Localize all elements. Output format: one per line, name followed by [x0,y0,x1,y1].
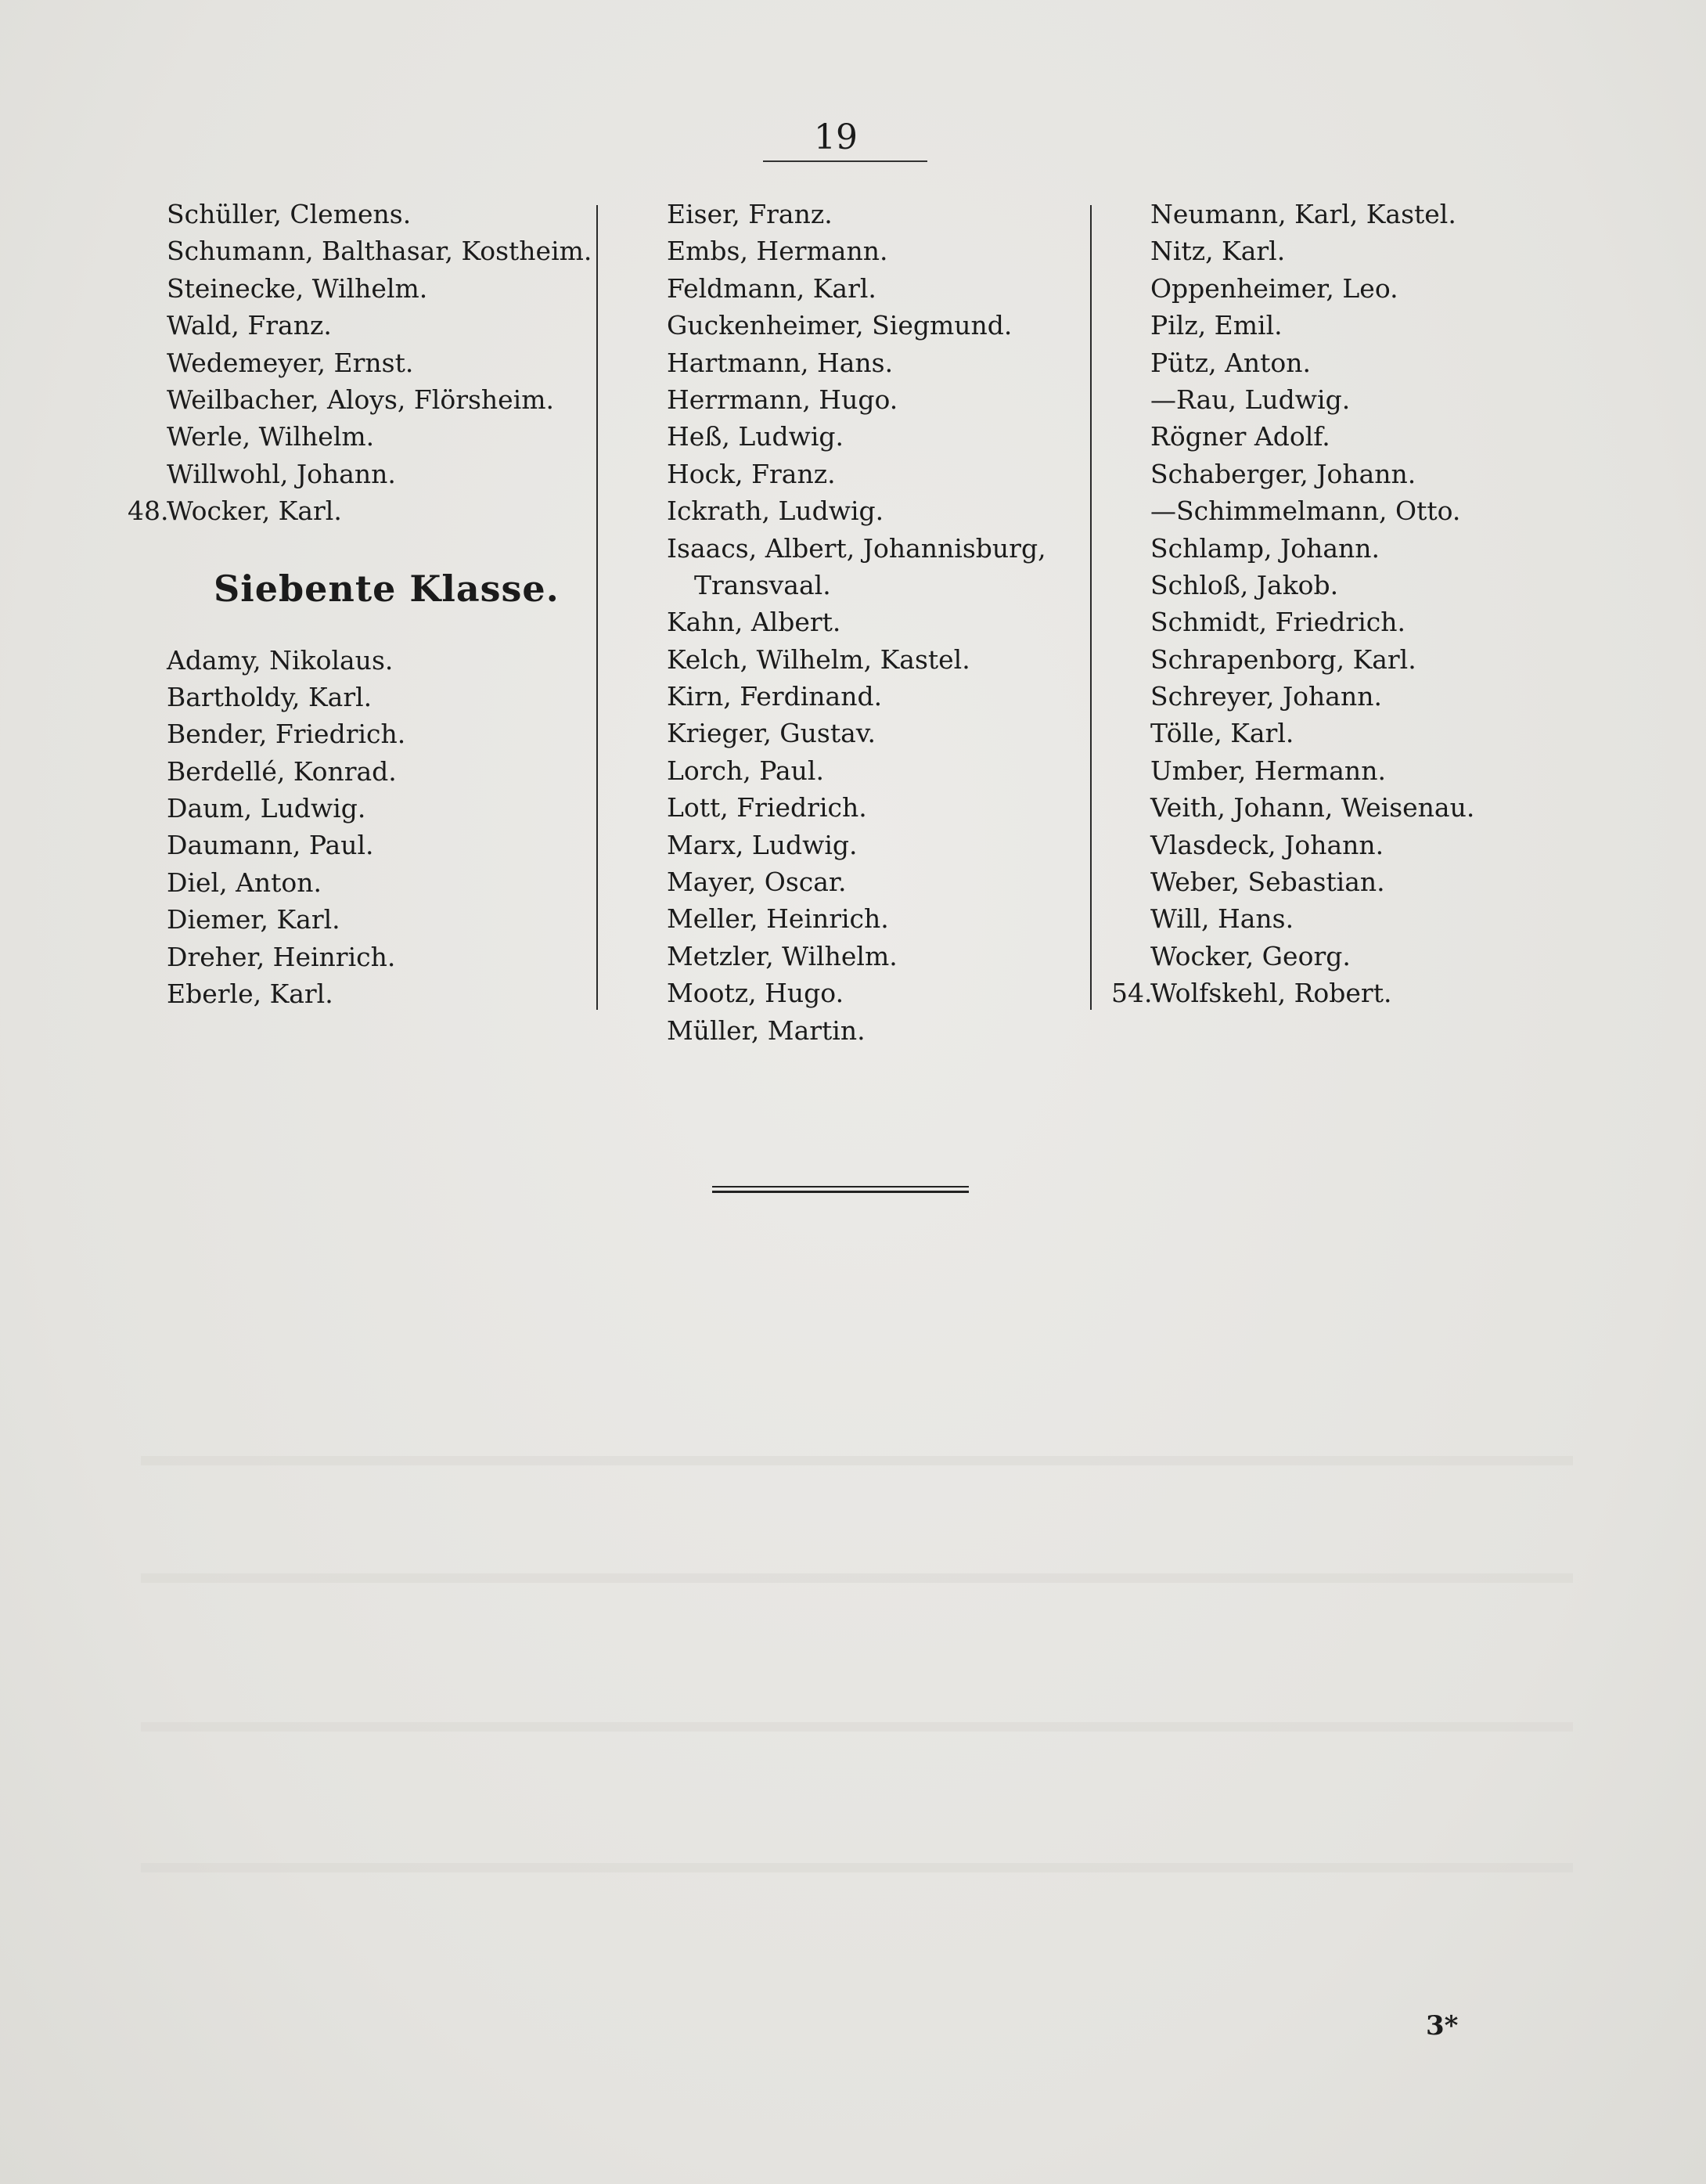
rule-line-thick [712,1191,969,1193]
bleed-through-line [141,1456,1573,1465]
list-item: Schaberger, Johann. [1150,458,1416,489]
list-item: Umber, Hermann. [1150,755,1386,786]
list-item: Rögner Adolf. [1150,421,1330,452]
list-item: Schmidt, Friedrich. [1150,607,1405,638]
count-number: 54. [1111,978,1153,1009]
bleed-through-line [141,1863,1573,1872]
list-item: Wald, Franz. [167,310,332,341]
list-item: —Schimmelmann, Otto. [1150,496,1461,527]
column-divider [1090,205,1092,1010]
list-item: Müller, Martin. [667,1015,866,1046]
list-item: Berdellé, Konrad. [167,755,397,787]
list-item: Daum, Ludwig. [167,793,366,824]
bleed-through-line [141,1573,1573,1583]
list-item: Bender, Friedrich. [167,719,406,750]
list-item: Isaacs, Albert, Johannisburg, [667,532,1046,564]
list-item [1111,975,1612,1011]
list-item: Weilbacher, Aloys, Flörsheim. [167,384,555,415]
list-item: Lott, Friedrich. [667,792,867,824]
column-1 [128,196,592,1012]
list-item: Mayer, Oscar. [667,867,847,898]
list-item: Neumann, Karl, Kastel. [1150,199,1456,229]
section-end-rule [712,1186,969,1193]
page-number-rule [763,160,927,162]
list-item: Kirn, Ferdinand. [667,681,883,712]
list-item: Steinecke, Wilhelm. [167,272,428,304]
name-list [128,196,592,530]
list-item: Hock, Franz. [667,458,836,489]
list-item: Tölle, Karl. [1150,718,1294,749]
list-item: —Rau, Ludwig. [1150,384,1351,415]
list-item: Will, Hans. [1150,903,1294,935]
column-3 [1111,196,1612,1012]
list-item-text: Wolfskehl, Robert. [1150,978,1392,1009]
list-item: Wocker, Georg. [1150,940,1351,971]
list-item: Diel, Anton. [167,867,322,898]
name-list [1111,196,1612,1012]
column-2 [667,196,1089,1049]
list-item: Schüller, Clemens. [167,199,412,229]
list-item: Lorch, Paul. [667,755,824,786]
list-item: Schrapenborg, Karl. [1150,643,1416,675]
list-item: Pilz, Emil. [1150,310,1283,341]
list-item: Guckenheimer, Siegmund. [667,310,1013,341]
list-item: Oppenheimer, Leo. [1150,272,1398,304]
list-item: Krieger, Gustav. [667,718,876,749]
list-item: Kahn, Albert. [667,607,841,638]
list-item: Mootz, Hugo. [667,978,844,1009]
rule-line-thin [712,1186,969,1188]
list-item: Ickrath, Ludwig. [667,496,884,527]
list-item: Marx, Ludwig. [667,829,858,860]
list-item: Herrmann, Hugo. [667,384,898,415]
list-item: Feldmann, Karl. [667,272,876,304]
list-item: Schloß, Jakob. [1150,569,1339,600]
name-list [167,642,589,1013]
list-item: Eiser, Franz. [667,199,833,229]
list-item-continuation: Transvaal. [694,569,831,600]
count-number: 48. [128,496,169,527]
list-item: Schlamp, Johann. [1150,532,1380,564]
list-item: Pütz, Anton. [1150,347,1312,378]
list-item: Bartholdy, Karl. [167,681,373,712]
list-item: Dreher, Heinrich. [167,941,396,972]
list-item: Nitz, Karl. [1150,236,1286,267]
page-number: 19 [814,117,858,157]
name-list [667,196,1089,1049]
bleed-through-line [141,1722,1573,1732]
list-item: Eberle, Karl. [167,978,333,1010]
list-item: Heß, Ludwig. [667,421,844,452]
list-item: Meller, Heinrich. [667,903,889,935]
signature-mark: 3* [1426,2010,1459,2042]
list-item: Schumann, Balthasar, Kostheim. [167,236,592,267]
list-item: Veith, Johann, Weisenau. [1150,792,1475,824]
column-divider [596,205,598,1010]
list-item: Embs, Hermann. [667,236,888,267]
list-item: Adamy, Nikolaus. [167,644,394,676]
list-item: Wedemeyer, Ernst. [167,347,414,378]
list-item: Vlasdeck, Johann. [1150,829,1384,860]
list-item: Hartmann, Hans. [667,347,894,378]
list-item: Schreyer, Johann. [1150,681,1382,712]
list-item [128,492,589,529]
list-item: Weber, Sebastian. [1150,867,1385,898]
section-heading: Siebente Klasse. [214,567,560,610]
list-item: Daumann, Paul. [167,830,374,861]
list-item-text: Wocker, Karl. [167,496,342,527]
list-item: Kelch, Wilhelm, Kastel. [667,643,970,675]
list-item: Willwohl, Johann. [167,458,396,489]
list-item: Diemer, Karl. [167,904,340,935]
list-item: Metzler, Wilhelm. [667,940,898,971]
list-item: Werle, Wilhelm. [167,421,375,452]
